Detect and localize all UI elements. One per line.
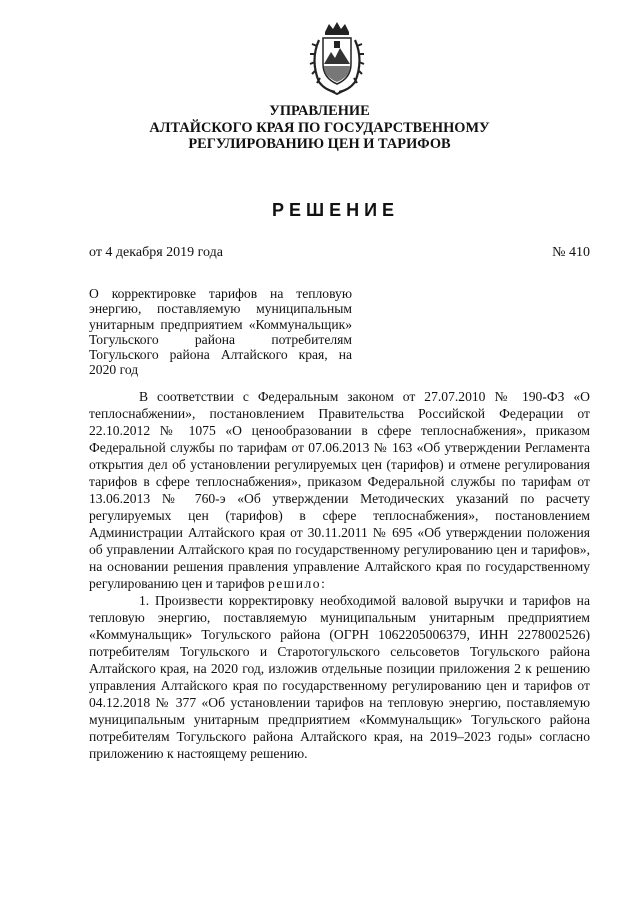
resolved-colon: : <box>321 576 325 591</box>
document-body <box>89 388 590 762</box>
document-number: № 410 <box>552 245 590 260</box>
altai-krai-coat-of-arms-icon <box>307 20 367 96</box>
agency-name-line1: УПРАВЛЕНИЕ <box>269 103 370 119</box>
resolved-word: решило <box>267 576 322 591</box>
agency-name-line3: РЕГУЛИРОВАНИЮ ЦЕН И ТАРИФОВ <box>188 136 451 152</box>
document-date: от 4 декабря 2019 года <box>89 245 223 260</box>
decision-item-1: 1. Произвести корректировку необходимой валовой выручки и тарифов на тепловую энергию, поставляемую муниципальным унитарным предприятием «Коммунальщик» Тогульского района (ОГРН 1062205006379, ИНН 2278002526) потребителям Тогульского и Старотогульского сельсоветов Тогульского района Алтайского края, на 2020 год, изложив отдельные позиции приложения 2 к решению управления Алтайского края по государственному регулированию цен и тарифов от 04.12.2018 № 377 «Об установлении тарифов на тепловую энергию, поставляемую муниципальным унитарным предприятием «Коммунальщик» Тогульского района потребителям Тогульского района Алтайского края, на 2019–2023 годы» согласно приложению к настоящему решению. <box>89 593 590 761</box>
agency-name-line2: АЛТАЙСКОГО КРАЯ ПО ГОСУДАРСТВЕННОМУ <box>149 119 490 136</box>
document-type-title: РЕШЕНИЕ <box>271 200 400 220</box>
document-subject: О корректировке тарифов на тепловую энергию, поставляемую муниципальным унитарным предприятием «Коммунальщик» Тогульского района потребителям Тогульского района Алтайского края, на 2020 год <box>89 286 352 378</box>
preamble-paragraph <box>89 388 590 592</box>
preamble-text: В соответствии с Федеральным законом от 27.07.2010 № 190-ФЗ «О теплоснабжении», постановлением Правительства Российской Федерации от 22.10.2012 № 1075 «О ценообразовании в сфере теплоснабжения», приказом Федеральной службы по тарифам от 07.06.2013 № 163 «Об утверждении Регламента открытия дел об установлении регулируемых цен (тарифов) и отмене регулирования тарифов в сфере теплоснабжения», приказом Федеральной службы по тарифам от 13.06.2013 № 760-э «Об утверждении Методических указаний по расчету регулируемых цен (тарифов) в сфере теплоснабжения», постановлением Администрации Алтайского края от 30.11.2011 № 695 «Об утверждении положения об управлении Алтайского края по государственному регулированию цен и тарифов», на основании решения правления управление Алтайского края по государственному регулированию цен и тарифов <box>89 389 590 591</box>
agency-name <box>0 103 639 153</box>
